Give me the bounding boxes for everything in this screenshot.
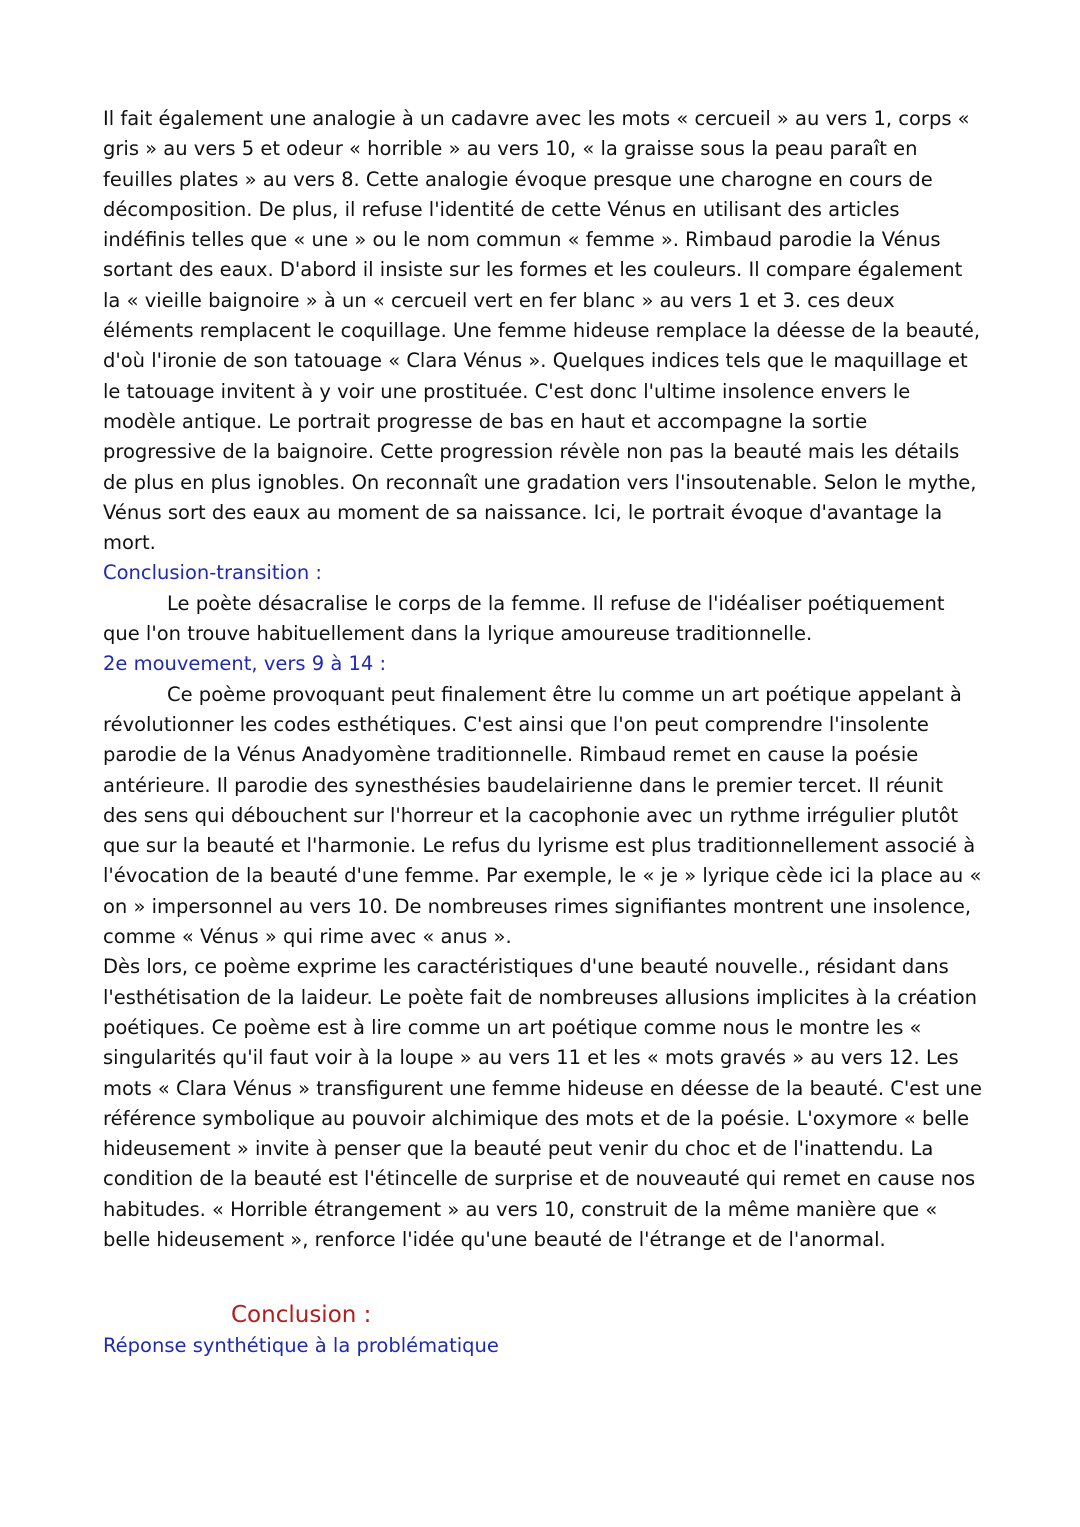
paragraph-new-beauty: Dès lors, ce poème exprime les caractéristiques d'une beauté nouvelle., résidant dans l'esthétisation de la laideur. Le poète fait de nombreuses allusions implicites à la création poétiques. Ce poème est à lire comme un art poétique comme nous le montre les « singularités qu'il faut voir à la loupe » au vers 11 et les « mots gravés » au vers 12. Les mots « Clara Vénus » transfigurent une femme hideuse en déesse de la beauté. C'est une référence symbolique au pouvoir alchimique des mots et de la poésie. L'oxymore « belle hideusement » invite à penser que la beauté peut venir du choc et de l'inattendu. La condition de la beauté est l'étincelle de surprise et de nouveauté qui remet en cause nos habitudes. « Horrible étrangement » au vers 10, construit de la même manière que « belle hideusement », renforce l'idée qu'une beauté de l'étrange et de l'anormal. (103, 955, 982, 1251)
paragraph-cadavre-analogy: Il fait également une analogie à un cadavre avec les mots « cercueil » au vers 1, corps « gris » au vers 5 et odeur « horrible » au vers 10, « la graisse sous la peau paraît en feuilles plates » au vers 8. Cette analogie évoque presque une charogne en cours de décomposition. De plus, il refuse l'identité de cette Vénus en utilisant des articles indéfinis telles que « une » ou le nom commun « femme ». Rimbaud parodie la Vénus sortant des eaux. D'abord il insiste sur les formes et les couleurs. Il compare également la « vieille baignoire » à un « cercueil vert en fer blanc » au vers 1 et 3. ces deux éléments remplacent le coquillage. Une femme hideuse remplace la déesse de la beauté, d'où l'ironie de son tatouage « Clara Vénus ». Quelques indices tels que le maquillage et le tatouage invitent à y voir une prostituée. C'est donc l'ultime insolence envers le modèle antique. Le portrait progresse de bas en haut et accompagne la sortie progressive de la baignoire. Cette progression révèle non pas la beauté mais les détails de plus en plus ignobles. On reconnaît une gradation vers l'insoutenable. Selon le mythe, Vénus sort des eaux au moment de sa naissance. Ici, le portrait évoque d'avantage la mort. (103, 107, 981, 555)
document-page (103, 104, 983, 1362)
conclusion-subtitle: Réponse synthétique à la problématique (103, 1334, 499, 1358)
paragraph-transition: Le poète désacralise le corps de la femme. Il refuse de l'idéaliser poétiquement que l'on trouve habituellement dans la lyrique amoureuse traditionnelle. (103, 591, 945, 646)
heading-second-movement: 2e mouvement, vers 9 à 14 : (103, 652, 387, 676)
paragraph-second-movement: Ce poème provoquant peut finalement être lu comme un art poétique appelant à révolutionner les codes esthétiques. C'est ainsi que l'on peut comprendre l'insolente parodie de la Vénus Anadyomène traditionnelle. Rimbaud remet en cause la poésie antérieure. Il parodie des synesthésies baudelairienne dans le premier tercet. Il réunit des sens qui débouchent sur l'horreur et la cacophonie avec un rythme irrégulier plutôt que sur la beauté et l'harmonie. Le refus du lyrisme est plus traditionnellement associé à l'évocation de la beauté d'une femme. Par exemple, le « je » lyrique cède ici la place au « on » impersonnel au vers 10. De nombreuses rimes signifiantes montrent une insolence, comme « Vénus » qui rime avec « anus ». (103, 682, 982, 949)
heading-conclusion-transition: Conclusion-transition : (103, 561, 322, 585)
conclusion-title: Conclusion : (231, 1302, 372, 1329)
